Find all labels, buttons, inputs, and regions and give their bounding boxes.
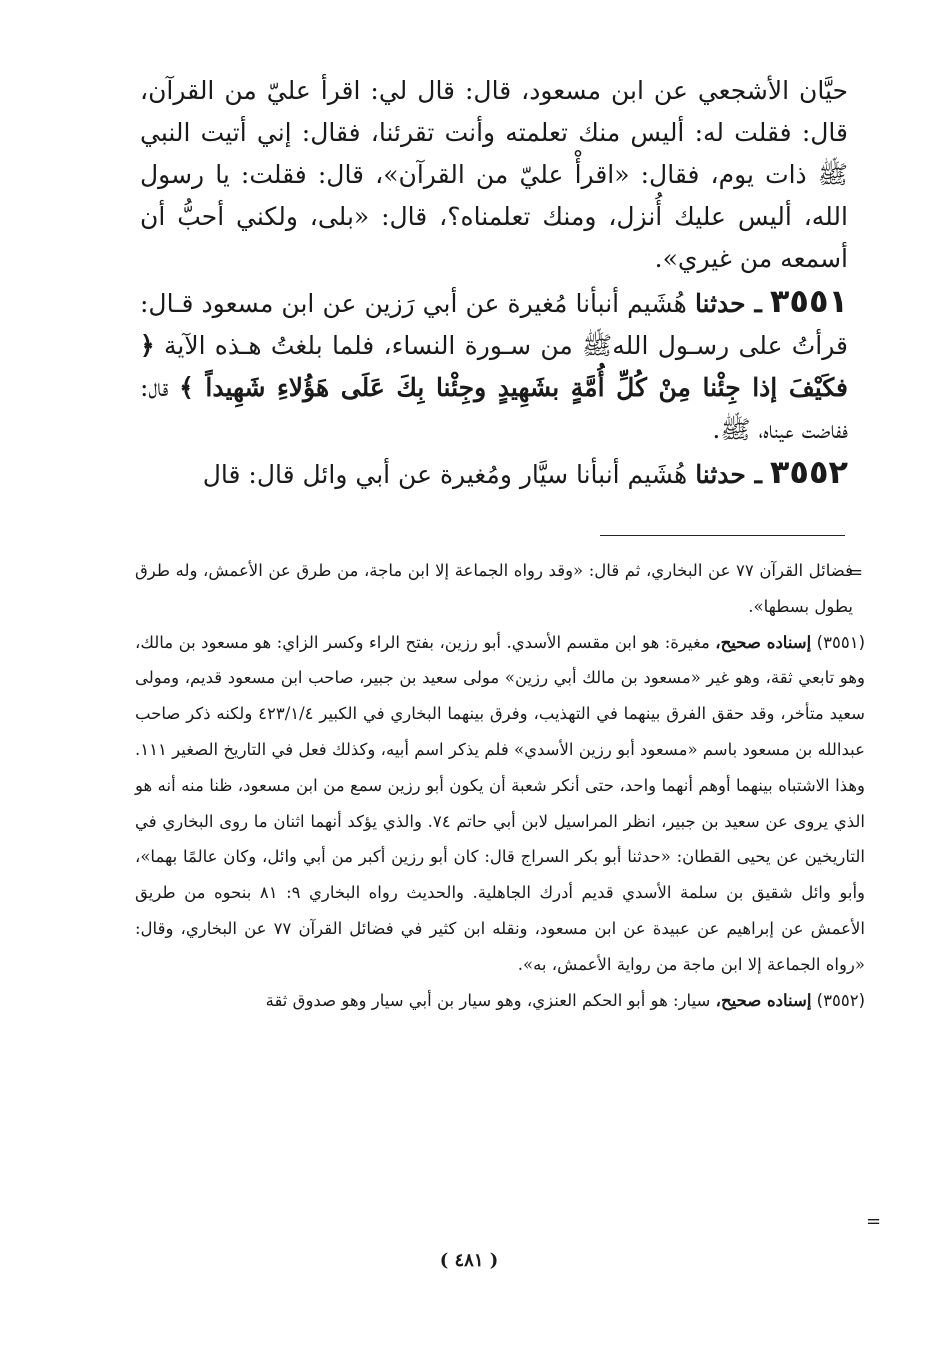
hadith-3552-text: هُشَيم أنبأنا سيَّار ومُغيرة عن أبي وائل قال: قال xyxy=(202,460,688,489)
footnotes xyxy=(135,553,865,1018)
hadith-3551-text: هُشَيم أنبأنا مُغيرة عن أبي رَزين عن ابن مسعود قـال: قرأتُ على رسـول اللهﷺ من سـورة النساء، فلما بلغتُ هـذه الآية xyxy=(140,289,849,360)
footnote-continuation xyxy=(135,553,865,625)
footnote-3551-text: مغيرة: هو ابن مقسم الأسدي. أبو رزين، بفتح الراء وكسر الزاي: هو مسعود بن مالك، وهو تابعي ثقة، وهو غير «مسعود بن مالك أبي رزين» مولى سعيد بن جبير، صاحب ابن مسعود قديم، ومولى سعيد متأخر، وقد حقق الفرق بينهما في التهذيب، وفرق بينهما البخاري في الكبير ٤٢٣/١/٤ ولكنه ذكر صاحب عبدالله بن مسعود باسم «مسعود أبو رزين الأسدي» فلم يذكر اسم أبيه، وكذلك فعل في التاريخ الصغير ١١١. وهذا الاشتباه بينهما أوهم أنهما واحد، حتى أنكر شعبة أن يكون أبو رزين سمع من ابن مسعود، ظنا منه أنه هو الذي يروى عن سعيد بن جبير، انظر المراسيل لابن أبي حاتم ٧٤. والذي يؤكد أنهما اثنان ما روى البخاري في التاريخين عن يحيى القطان: «حدثنا أبو بكر السراج قال: كان أبو رزين أكبر من أبي وائل، وكان عالمًا بهما»، وأبو وائل شقيق بن سلمة الأسدي قديم أدرك الجاهلية. والحديث رواه البخاري ٩: ٨١ بنحوه من طريق الأعمش عن إبراهيم عن عبيدة عن ابن مسعود، ونقله ابن كثير في فضائل القرآن ٧٧ عن البخاري، وقال: «رواه الجماعة إلا ابن ماجة من رواية الأعمش، به». xyxy=(135,632,866,974)
footnote-3552-ref: (٣٥٥٢) xyxy=(816,990,865,1010)
hadith-3551-ending: قال: ففاضت عيناه، ﷺ. xyxy=(140,373,848,444)
footnote-3551-label: إسناده صحيح، xyxy=(715,632,812,652)
main-text xyxy=(140,70,848,496)
footnote-3552 xyxy=(135,983,865,1019)
footnote-continuation-text: فضائل القرآن ٧٧ عن البخاري، ثم قال: «وقد رواه الجماعة إلا ابن ماجة، من طرق عن الأعمش، وله طرق يطول بسطها». xyxy=(135,561,853,616)
continuation-marker: = xyxy=(848,562,864,583)
hadith-3550-text: حيَّان الأشجعي عن ابن مسعود، قال: قال لي: اقرأ عليّ من القرآن، قال: فقلت له: أليس منك تعلمته وأنت تقرئنا، فقال: إني أتيت النبي ﷺ ذات يوم، فقال: «اقرأْ عليّ من القرآن»، قال: فقلت: يا رسول الله، أليس عليك أُنزل، ومنك تعلمناه؟، قال: «بلى، ولكني أحبُّ أن أسمعه من غيري». xyxy=(140,76,848,273)
footnote-3552-text: سيار: هو أبو الحكم العنزي، وهو سيار بن أبي سيار وهو صدوق ثقة xyxy=(265,990,711,1010)
footnote-separator xyxy=(600,535,845,536)
footnote-3551 xyxy=(135,625,865,983)
hadith-3552-haddathana: ـ حدثنا xyxy=(695,460,762,489)
hadith-3550-ending xyxy=(140,70,848,280)
hadith-3552-number: ٣٥٥٢ xyxy=(769,453,848,491)
hadith-3552 xyxy=(140,451,848,496)
quran-verse: ﴿ فكَيْفَ إذا جِئْنا مِنْ كُلِّ أُمَّةٍ بشَهِيدٍ وجِئْنا بِكَ عَلَى هَؤُلاءِ شَهِيداً ﴾ xyxy=(140,331,849,402)
hadith-3551-haddathana: ـ حدثنا xyxy=(694,289,762,318)
footnote-3552-label: إسناده صحيح، xyxy=(715,990,812,1010)
footnote-3551-ref: (٣٥٥١) xyxy=(816,632,865,652)
page-number: ( ٤٨١ ) xyxy=(439,1250,499,1271)
hadith-3551-number: ٣٥٥١ xyxy=(769,282,848,320)
hadith-3551 xyxy=(140,280,848,451)
continuation-marker-bottom: = xyxy=(866,1211,882,1232)
